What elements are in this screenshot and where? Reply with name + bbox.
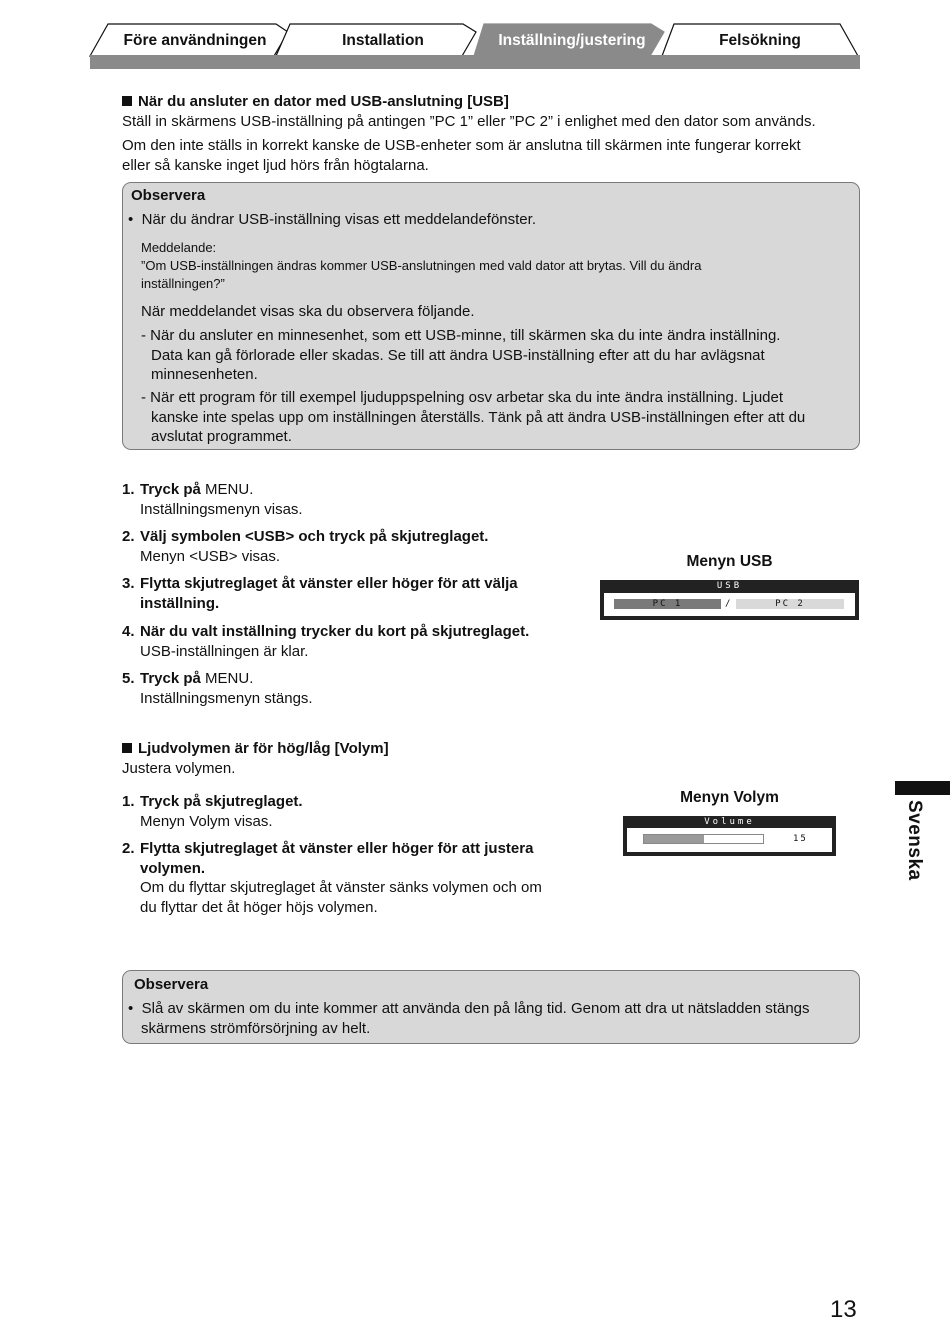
volume-bar-fill [644, 835, 704, 843]
page-number: 13 [830, 1296, 857, 1323]
tab-installation[interactable]: Installation [342, 32, 424, 49]
message-block: Meddelande: ”Om USB-inställningen ändras kommer USB-anslutningen med vald dator att brytas. Vill du ändra inställningen?” [141, 240, 702, 291]
bullet-icon: • [128, 1000, 134, 1017]
usb-option-separator: / [725, 599, 733, 609]
usb-option-pc2[interactable]: PC 2 [736, 599, 844, 609]
usb-menu-title: USB [716, 581, 743, 591]
note-dash-item-2: - När ett program för till exempel ljuduppspelning osv arbetar ska du inte ändra inställning. Ljudet kanske inte spelas upp om inställningen återställs. Tänk på att ändra USB-inställningen efter att du avslutat programmet. [141, 389, 806, 445]
note-dash-item-1: - När du ansluter en minnesenhet, som ett USB-minne, till skärmen ska du inte ändra inställning. Data kan gå förlorade eller skadas. Se till att ändra USB-inställning efter att du har avlägsnat minnesenheten. [141, 327, 781, 383]
volume-value: 15 [793, 834, 808, 844]
note-bullet: • När du ändrar USB-inställning visas ett meddelandefönster. [128, 211, 536, 228]
usb-step-4: 4. När du valt inställning trycker du kort på skjutreglaget. USB-inställningen är klar. [122, 623, 530, 660]
volume-section-heading: Ljudvolymen är för hög/låg [Volym] [122, 740, 389, 757]
usb-option-pc1[interactable]: PC 1 [614, 599, 721, 609]
tab-felsokning[interactable]: Felsökning [719, 32, 801, 49]
volume-bar-track[interactable] [643, 834, 764, 844]
usb-menu-caption: Menyn USB [686, 553, 773, 570]
tab-bar [90, 55, 860, 69]
language-side-label: Svenska [904, 800, 925, 881]
volume-section-para: Justera volymen. [122, 760, 236, 777]
square-bullet-icon [122, 96, 132, 106]
usb-step-5: 5. Tryck på MENU. Inställningsmenyn stängs. [122, 670, 313, 707]
usb-section-para1: Ställ in skärmens USB-inställning på antingen ”PC 1” eller ”PC 2” i enlighet med den dator som används. [122, 113, 816, 130]
volume-menu-title: Volume [704, 817, 755, 827]
square-bullet-icon [122, 743, 132, 753]
language-side-tab [895, 781, 950, 795]
note-title: Observera [131, 187, 206, 204]
usb-step-1: 1. Tryck på MENU. Inställningsmenyn visas. [122, 481, 303, 518]
usb-menu-osd [600, 580, 859, 620]
bullet-icon: • [128, 211, 134, 228]
usb-step-2: 2. Välj symbolen <USB> och tryck på skjutreglaget. Menyn <USB> visas. [122, 528, 489, 565]
tab-fore-anvandningen[interactable]: Före användningen [123, 32, 267, 49]
note-observe: När meddelandet visas ska du observera följande. [141, 303, 475, 320]
volume-menu-osd [623, 816, 836, 856]
usb-step-3: 3. Flytta skjutreglaget åt vänster eller höger för att välja inställning. [122, 575, 518, 612]
volume-menu-caption: Menyn Volym [680, 789, 779, 806]
volume-step-2: 2. Flytta skjutreglaget åt vänster eller höger för att justera volymen. Om du flyttar skjutreglaget åt vänster sänks volymen och om du flyttar det åt höger höjs volymen. [122, 840, 542, 916]
tab-installning-justering[interactable]: Inställning/justering [498, 32, 646, 49]
usb-section-heading: När du ansluter en dator med USB-anslutning [USB] [122, 93, 509, 110]
note2-title: Observera [134, 976, 209, 993]
note2-bullet: • Slå av skärmen om du inte kommer att använda den på lång tid. Genom att dra ut nätsladden stängs skärmens strömförsörjning av helt. [128, 1000, 810, 1037]
volume-step-1: 1. Tryck på skjutreglaget. Menyn Volym visas. [122, 793, 303, 830]
usb-section-para2: Om den inte ställs in korrekt kanske de USB-enheter som är anslutna till skärmen inte fungerar korrekt eller så kanske inget ljud hörs från högtalarna. [122, 137, 801, 174]
